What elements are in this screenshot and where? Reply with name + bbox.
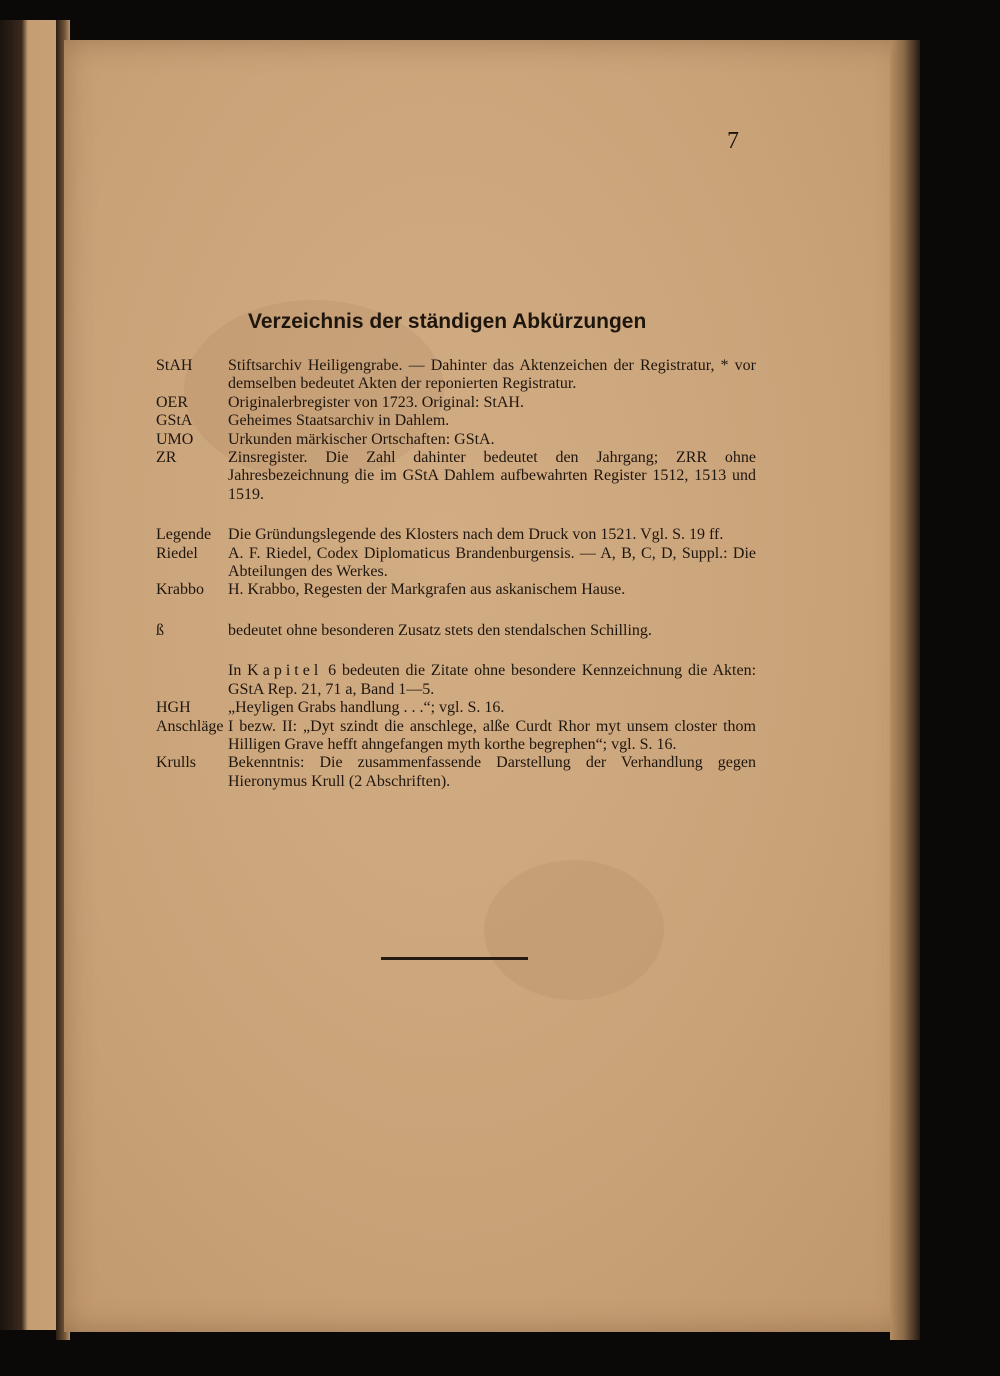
abbreviation: StAH bbox=[156, 357, 193, 374]
abbreviation-meaning: Die Gründungslegende des Klosters nach dem Druck von 1521. Vgl. S. 19 ff. bbox=[228, 526, 724, 544]
list-item bbox=[156, 394, 756, 412]
list-item bbox=[156, 581, 756, 599]
closing-rule bbox=[381, 957, 528, 960]
abbreviation-meaning: Originalerbregister von 1723. Original: StAH. bbox=[228, 393, 524, 411]
list-item bbox=[156, 754, 756, 791]
chapter-note-spaced-word: Kapitel bbox=[247, 662, 323, 680]
abbreviation-meaning: Stiftsarchiv Heiligengrabe. — Dahinter das Aktenzeichen der Registratur, * vor demselben bedeutet Akten der reponierten Registratur. bbox=[228, 357, 756, 393]
chapter-note bbox=[156, 662, 756, 699]
chapter-note-text: 6 bedeuten die Zitate ohne besondere Kennzeichnung die Akten: GStA Rep. 21, 71 a, Band 1—5. bbox=[228, 662, 757, 698]
list-item bbox=[156, 545, 756, 582]
abbreviation: ß bbox=[156, 621, 164, 639]
abbreviation: Krabbo bbox=[156, 581, 204, 599]
chapter-note-prefix: In bbox=[228, 662, 242, 680]
abbreviation: Riedel bbox=[156, 544, 198, 562]
list-item bbox=[156, 622, 756, 640]
abbreviation-meaning: A. F. Riedel, Codex Diplomaticus Brandenburgensis. — A, B, C, D, Suppl.: Die Abteilungen des Werkes. bbox=[228, 544, 756, 581]
abbreviation-meaning: H. Krabbo, Regesten der Markgrafen aus askanischem Hause. bbox=[228, 581, 626, 599]
abbreviation: OER bbox=[156, 393, 188, 411]
book-left-edge bbox=[0, 20, 62, 1330]
list-item bbox=[156, 449, 756, 504]
book-right-edge bbox=[890, 40, 920, 1340]
abbreviation-meaning: Bekenntnis: Die zusammenfassende Darstellung der Verhandlung gegen Hieronymus Krull (2 Abschriften). bbox=[228, 754, 756, 790]
list-item bbox=[156, 431, 756, 449]
abbreviation: HGH bbox=[156, 699, 191, 717]
spacer bbox=[156, 640, 756, 662]
abbreviation: GStA bbox=[156, 412, 193, 430]
abbreviation: UMO bbox=[156, 430, 194, 448]
abbreviation-meaning: Zinsregister. Die Zahl dahinter bedeutet den Jahrgang; ZRR ohne Jahresbezeichnung die im GStA Dahlem aufbewahrten Register 1512, 1513 und 1519. bbox=[228, 449, 756, 503]
abbreviation-meaning: bedeutet ohne besonderen Zusatz stets den stendalschen Schilling. bbox=[228, 621, 652, 639]
abbreviation-meaning: Urkunden märkischer Ortschaften: GStA. bbox=[228, 430, 495, 448]
spacer bbox=[156, 600, 756, 622]
list-item bbox=[156, 526, 756, 544]
abbreviation: ZR bbox=[156, 449, 177, 467]
abbreviation-meaning: Geheimes Staatsarchiv in Dahlem. bbox=[228, 412, 450, 430]
list-item bbox=[156, 412, 756, 430]
page-title: Verzeichnis der ständigen Abkürzungen bbox=[248, 310, 647, 333]
list-item bbox=[156, 718, 756, 755]
paper-stain bbox=[484, 860, 664, 1000]
list-item bbox=[156, 357, 756, 394]
abbreviation: Krulls bbox=[156, 754, 196, 772]
abbreviation-meaning: „Heyligen Grabs handlung . . .“; vgl. S. 16. bbox=[228, 699, 505, 717]
page-number: 7 bbox=[727, 128, 739, 154]
abbreviation: Legende bbox=[156, 526, 212, 544]
abbreviation-meaning: I bezw. II: „Dyt szindt die anschlege, alße Curdt Rhor myt unsem closter thom Hilligen Grave hefft ahngefangen myth korthe begrephen“; vgl. S. 16. bbox=[228, 717, 756, 753]
spacer bbox=[156, 504, 756, 526]
list-item bbox=[156, 699, 756, 717]
abbreviation-list bbox=[156, 357, 756, 791]
abbreviation: Anschläge bbox=[156, 717, 224, 735]
